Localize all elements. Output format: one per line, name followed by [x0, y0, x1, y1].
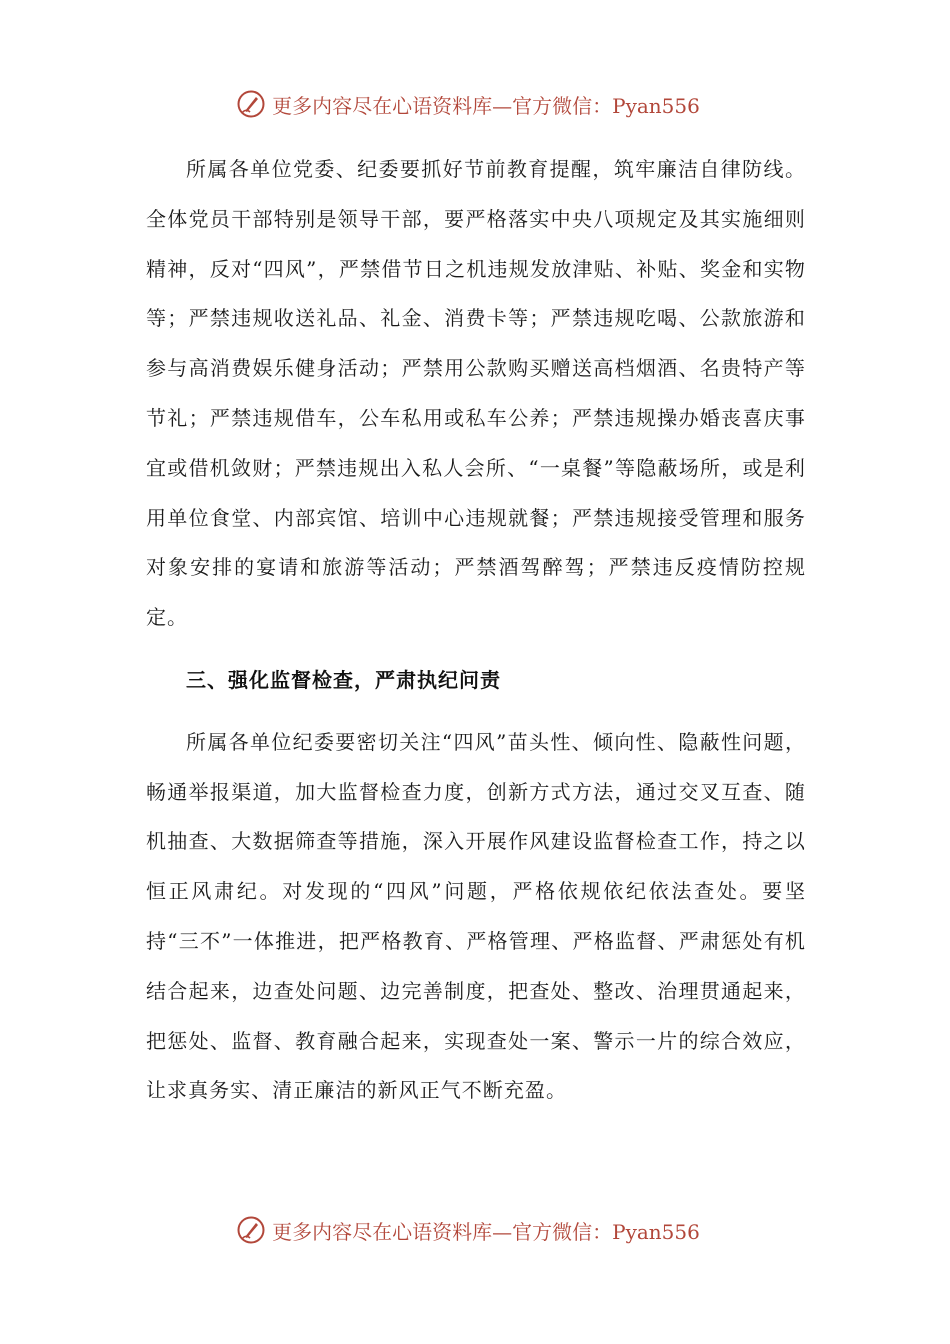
quill-pen-logo-icon: [236, 89, 266, 119]
quill-pen-logo-icon: [236, 1215, 266, 1245]
footer-banner: [0, 1210, 950, 1250]
banner-text: 更多内容尽在心语资料库—官方微信：Pyan556: [272, 1219, 700, 1244]
body-paragraph: 所属各单位党委、纪委要抓好节前教育提醒，筑牢廉洁自律防线。全体党员干部特别是领导干部，要严格落实中央八项规定及其实施细则精神，反对“四风”，严禁借节日之机违规发放津贴、补贴、奖金和实物等；严禁违规收送礼品、礼金、消费卡等；严禁违规吃喝、公款旅游和参与高消费娱乐健身活动；严禁用公款购买赠送高档烟酒、名贵特产等节礼；严禁违规借车，公车私用或私车公养；严禁违规操办婚丧喜庆事宜或借机敛财；严禁违规出入私人会所、“一桌餐”等隐蔽场所，或是利用单位食堂、内部宾馆、培训中心违规就餐；严禁违规接受管理和服务对象安排的宴请和旅游等活动；严禁酒驾醉驾；严禁违反疫情防控规定。: [146, 157, 806, 630]
section-heading: 三、强化监督检查，严肃执纪问责: [186, 667, 501, 692]
header-banner: [0, 84, 950, 124]
body-paragraph: 所属各单位纪委要密切关注“四风”苗头性、倾向性、隐蔽性问题，畅通举报渠道，加大监督检查力度，创新方式方法，通过交叉互查、随机抽查、大数据筛查等措施，深入开展作风建设监督检查工作，持之以恒正风肃纪。对发现的“四风”问题，严格依规依纪依法查处。要坚持“三不”一体推进，把严格教育、严格管理、严格监督、严肃惩处有机结合起来，边查处问题、边完善制度，把查处、整改、治理贯通起来，把惩处、监督、教育融合起来，实现查处一案、警示一片的综合效应，让求真务实、清正廉洁的新风正气不断充盈。: [146, 729, 806, 1103]
banner-text: 更多内容尽在心语资料库—官方微信：Pyan556: [272, 93, 700, 118]
document-body: [146, 145, 806, 1116]
